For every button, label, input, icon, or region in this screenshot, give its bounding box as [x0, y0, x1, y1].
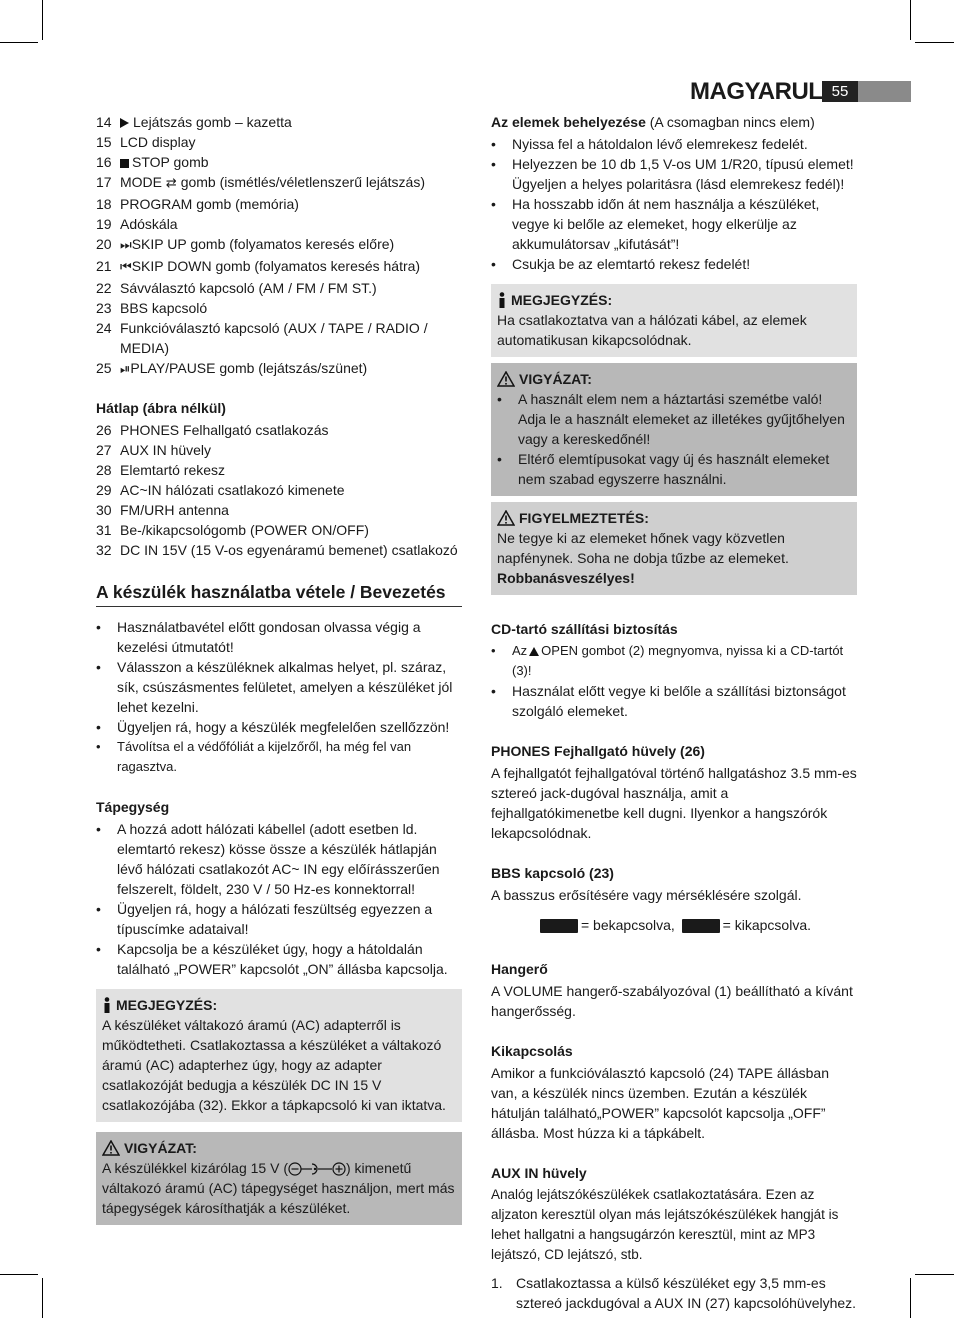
list-item: • Kapcsolja be a készüléket úgy, hogy a hátoldalán található „POWER” kapcsolót „ON” állásba kapcsolja.	[96, 939, 462, 979]
controls-list	[96, 112, 462, 380]
item-number: 16	[96, 154, 112, 170]
item-text: LCD display	[120, 134, 196, 150]
note-box	[96, 989, 462, 1122]
item-number: 22	[96, 280, 112, 296]
aux-text: Analóg lejátszókészülékek csatlakoztatására. Ezen az aljzaton keresztül olyan más lejátszókészülékek hangját is lehet hallgatni a hangsugárzón keresztül, mint az MP3 lejátszó, CD lejátszó, stb.	[491, 1187, 839, 1262]
list-item	[96, 318, 462, 358]
note-box	[491, 284, 857, 357]
warning-icon	[102, 1140, 120, 1156]
item-text: Sávválasztó kapcsoló (AM / FM / FM ST.)	[120, 280, 377, 296]
item-number: 19	[96, 216, 112, 232]
eject-icon	[529, 647, 539, 656]
warning-icon	[497, 510, 515, 526]
step-number: 1.	[491, 1275, 503, 1291]
list-item	[96, 420, 462, 440]
page-number: 55	[822, 81, 858, 102]
bbs-switch-legend	[491, 915, 857, 935]
item-number: 24	[96, 320, 112, 336]
item-number: 31	[96, 522, 112, 538]
list-item: • Helyezzen be 10 db 1,5 V-os UM 1/R20, típusú elemet! Ügyeljen a helyes polaritásra (lásd elemrekesz fedél)!	[491, 154, 857, 194]
item-number: 29	[96, 482, 112, 498]
crop-mark	[42, 0, 43, 40]
caution-title: FIGYELMEZTETÉS:	[519, 510, 649, 526]
list-item: • Eltérő elemtípusokat vagy új és használt elemeket nem szabad egyszerre használni.	[497, 449, 851, 489]
list-item	[96, 298, 462, 318]
warning-title: VIGYÁZAT:	[124, 1140, 197, 1156]
item-text: Elemtartó rekesz	[120, 462, 226, 478]
warning-text	[102, 1158, 456, 1218]
item-text: SKIP DOWN gomb (folyamatos keresés hátra)	[131, 258, 421, 274]
list-item	[96, 256, 462, 278]
list-item	[96, 500, 462, 520]
list-item: • Válasszon a készüléknek alkalmas helyet, pl. száraz, sík, csúszásmentes felületet, amelyen a készüléket jól lehet kezelni.	[96, 657, 462, 717]
list-item: • A használt elem nem a háztartási szemétbe való! Adja le a használt elemeket az illetékes gyűjtőhelyen vagy a kereskedőnél!	[497, 389, 851, 449]
note-title: MEGJEGYZÉS:	[116, 997, 218, 1013]
crop-mark	[910, 1278, 911, 1318]
list-item: • Használat előtt vegye ki belőle a szállítási biztonságot szolgáló elemeket.	[491, 681, 857, 721]
list-item: • Csukja be az elemtartó rekesz fedelét!	[491, 254, 857, 274]
bbs-heading: BBS kapcsoló (23)	[491, 865, 614, 881]
play-pause-icon: ⏯	[120, 362, 131, 377]
item-text: BBS kapcsoló	[120, 300, 208, 316]
warning-title: VIGYÁZAT:	[519, 371, 592, 387]
info-icon	[497, 292, 507, 308]
power-heading: Tápegység	[96, 799, 170, 815]
aux-step	[491, 1273, 857, 1313]
item-text: AUX IN hüvely	[120, 442, 212, 458]
list-item	[96, 152, 462, 172]
cd-heading: CD-tartó szállítási biztosítás	[491, 621, 678, 637]
list-item-text: OPEN gombot (2) megnyomva, nyissa ki a CD-tartót (3)!	[512, 643, 844, 678]
battery-title: Az elemek behelyezése	[491, 114, 646, 130]
volume-heading: Hangerő	[491, 961, 548, 977]
bbs-text: A basszus erősítésére vagy mérséklésére szolgál.	[491, 887, 802, 903]
item-text: PROGRAM gomb (memória)	[120, 196, 299, 212]
list-item	[96, 132, 462, 152]
caution-emphasis: Robbanásveszélyes!	[497, 570, 635, 586]
item-text: SKIP UP gomb (folyamatos keresés előre)	[131, 236, 395, 252]
list-item: • Ügyeljen rá, hogy a készülék megfelelően szellőzzön!	[96, 717, 462, 737]
list-item	[96, 214, 462, 234]
item-text: DC IN 15V (15 V-os egyenáramú bemenet) csatlakozó	[120, 542, 458, 558]
item-number: 28	[96, 462, 112, 478]
list-item	[96, 460, 462, 480]
caution-text	[497, 528, 851, 588]
intro-bullet-list	[96, 617, 462, 777]
list-item	[96, 172, 462, 194]
battery-bullet-list	[491, 134, 857, 274]
list-item	[96, 234, 462, 256]
battery-heading	[491, 112, 857, 132]
switch-off-icon	[682, 919, 720, 933]
play-icon	[120, 118, 129, 128]
list-item-text: Az	[512, 643, 528, 658]
list-item	[96, 440, 462, 460]
item-number: 18	[96, 196, 112, 212]
list-item	[491, 641, 857, 681]
item-text: Funkcióválasztó kapcsoló (AUX / TAPE / RADIO / MEDIA)	[120, 320, 428, 356]
skip-prev-icon: ⏮	[120, 260, 132, 275]
switch-on-icon	[540, 919, 578, 933]
back-panel-list	[96, 420, 462, 560]
cd-bullet-list	[491, 641, 857, 721]
crop-mark	[0, 1274, 38, 1275]
item-number: 30	[96, 502, 112, 518]
note-text: Ha csatlakoztatva van a hálózati kábel, az elemek automatikusan kikapcsolódnak.	[497, 312, 807, 348]
aux-heading: AUX IN hüvely	[491, 1165, 587, 1181]
crop-mark	[42, 1278, 43, 1318]
phones-text: A fejhallgatót fejhallgatóval történő hallgatáshoz 3.5 mm-es sztereó jack-dugóval használja, amit a fejhallgatókimenetbe kell dugni. Ilyenkor a hangszórók lekapcsolódnak.	[491, 765, 857, 841]
item-number: 25	[96, 360, 112, 376]
item-text: Lejátszás gomb – kazetta	[133, 114, 292, 130]
warning-title-row	[102, 1138, 456, 1158]
stop-icon	[120, 159, 129, 168]
warning-title-row	[497, 369, 851, 389]
warning-icon	[497, 371, 515, 387]
list-item	[96, 278, 462, 298]
crop-mark	[915, 42, 954, 43]
warning-bullet-list	[497, 389, 851, 489]
left-column	[96, 112, 462, 1225]
note-title-row	[102, 995, 456, 1015]
power-off-heading: Kikapcsolás	[491, 1043, 573, 1059]
volume-text: A VOLUME hangerő-szabályozóval (1) beállítható a kívánt hangerősség.	[491, 983, 853, 1019]
item-text: PHONES Felhallgató csatlakozás	[120, 422, 329, 438]
list-item	[96, 194, 462, 214]
warning-box	[96, 1132, 462, 1225]
crop-mark	[910, 0, 911, 40]
note-text: A készüléket váltakozó áramú (AC) adapterről is működtetheti. Csatlakoztassa a készüléket a váltakozó áramú (AC) adapterhez úgy, hogy az adapter csatlakozóját bedugja a készülék DC IN 15 V csatlakozójába (32). Ekkor a tápkapcsoló ki van iktatva.	[102, 1017, 446, 1113]
battery-subtitle: (A csomagban nincs elem)	[649, 114, 815, 130]
crop-mark	[915, 1274, 954, 1275]
list-item: • Használatbavétel előtt gondosan olvassa végig a kezelési útmutatót!	[96, 617, 462, 657]
power-bullet-list	[96, 819, 462, 979]
power-off-text: Amikor a funkcióválasztó kapcsoló (24) TAPE állásban van, a készülék nincs üzemben. Ezután a készülék hátulján található„POWER” kapcsolót kapcsolja „OFF” állásba. Most húzza ki a tápkábelt.	[491, 1065, 829, 1141]
item-number: 32	[96, 542, 112, 558]
item-number: 17	[96, 174, 112, 190]
crop-mark	[0, 42, 38, 43]
list-item: • Nyissa fel a hátoldalon lévő elemrekesz fedelét.	[491, 134, 857, 154]
note-title: MEGJEGYZÉS:	[511, 292, 613, 308]
item-text: PLAY/PAUSE gomb (lejátszás/szünet)	[130, 360, 368, 376]
item-number: 15	[96, 134, 112, 150]
right-column	[491, 112, 857, 1313]
item-number: 27	[96, 442, 112, 458]
item-number: 26	[96, 422, 112, 438]
item-text: Adóskála	[120, 216, 178, 232]
warning-box	[491, 363, 857, 496]
list-item	[96, 540, 462, 560]
bbs-on-label: = bekapcsolva,	[580, 917, 675, 933]
list-item	[96, 480, 462, 500]
item-text: AC~IN hálózati csatlakozó kimenete	[120, 482, 345, 498]
list-item: • Ügyeljen rá, hogy a hálózati feszültség egyezzen a típuscímke adataival!	[96, 899, 462, 939]
bbs-off-label: = kikapcsolva.	[722, 917, 811, 933]
info-icon	[102, 997, 112, 1013]
note-title-row	[497, 290, 851, 310]
item-text: FM/URH antenna	[120, 502, 229, 518]
caution-box	[491, 502, 857, 595]
list-item	[96, 358, 462, 380]
list-item: • Távolítsa el a védőfóliát a kijelzőről, ha még fel van ragasztva.	[96, 737, 462, 777]
caution-text-part: Ne tegye ki az elemeket hőnek vagy közvetlen napfénynek. Soha ne dobja tűzbe az elemeket.	[497, 530, 789, 566]
repeat-icon: ⇄	[165, 176, 177, 191]
warning-text-part: ) kimenetű váltakozó áramú (AC) tápegységet használjon, mert más tápegységek károsíthatják a készüléket.	[102, 1160, 455, 1216]
item-number: 23	[96, 300, 112, 316]
polarity-icon	[288, 1162, 346, 1176]
item-text: STOP gomb	[132, 154, 209, 170]
item-number: 20	[96, 236, 112, 252]
phones-heading: PHONES Fejhallgató hüvely (26)	[491, 743, 705, 759]
caution-title-row	[497, 508, 851, 528]
back-panel-heading: Hátlap (ábra nélkül)	[96, 400, 226, 416]
item-number: 14	[96, 114, 112, 130]
page-language-title: MAGYARUL	[690, 78, 823, 105]
list-item	[96, 520, 462, 540]
warning-text-part: A készülékkel kizárólag 15 V (	[102, 1160, 288, 1176]
item-text: Be-/kikapcsológomb (POWER ON/OFF)	[120, 522, 369, 538]
list-item	[96, 112, 462, 132]
section-heading: A készülék használatba vétele / Bevezetés	[96, 582, 462, 607]
item-number: 21	[96, 258, 112, 274]
item-text-prefix: MODE	[120, 174, 162, 190]
item-text: gomb (ismétlés/véletlenszerű lejátszás)	[180, 174, 426, 190]
list-item: • A hozzá adott hálózati kábellel (adott esetben ld. elemtartó rekesz) kösse össze a készülék hátlapján lévő hálózati csatlakozót AC~ IN egy előírásszerűen felszerelt, földelt, 230 V / 50 Hz-es konnektorral!	[96, 819, 462, 899]
step-text: Csatlakoztassa a külső készüléket egy 3,5 mm-es sztereó jackdugóval a AUX IN (27) kapcsolóhüvelyhez.	[516, 1275, 857, 1311]
list-item: • Ha hosszabb időn át nem használja a készüléket, vegye ki belőle az elemeket, hogy elkerülje az akkumulátorsav „kifutását”!	[491, 194, 857, 254]
skip-next-icon: ⏭	[120, 238, 132, 253]
